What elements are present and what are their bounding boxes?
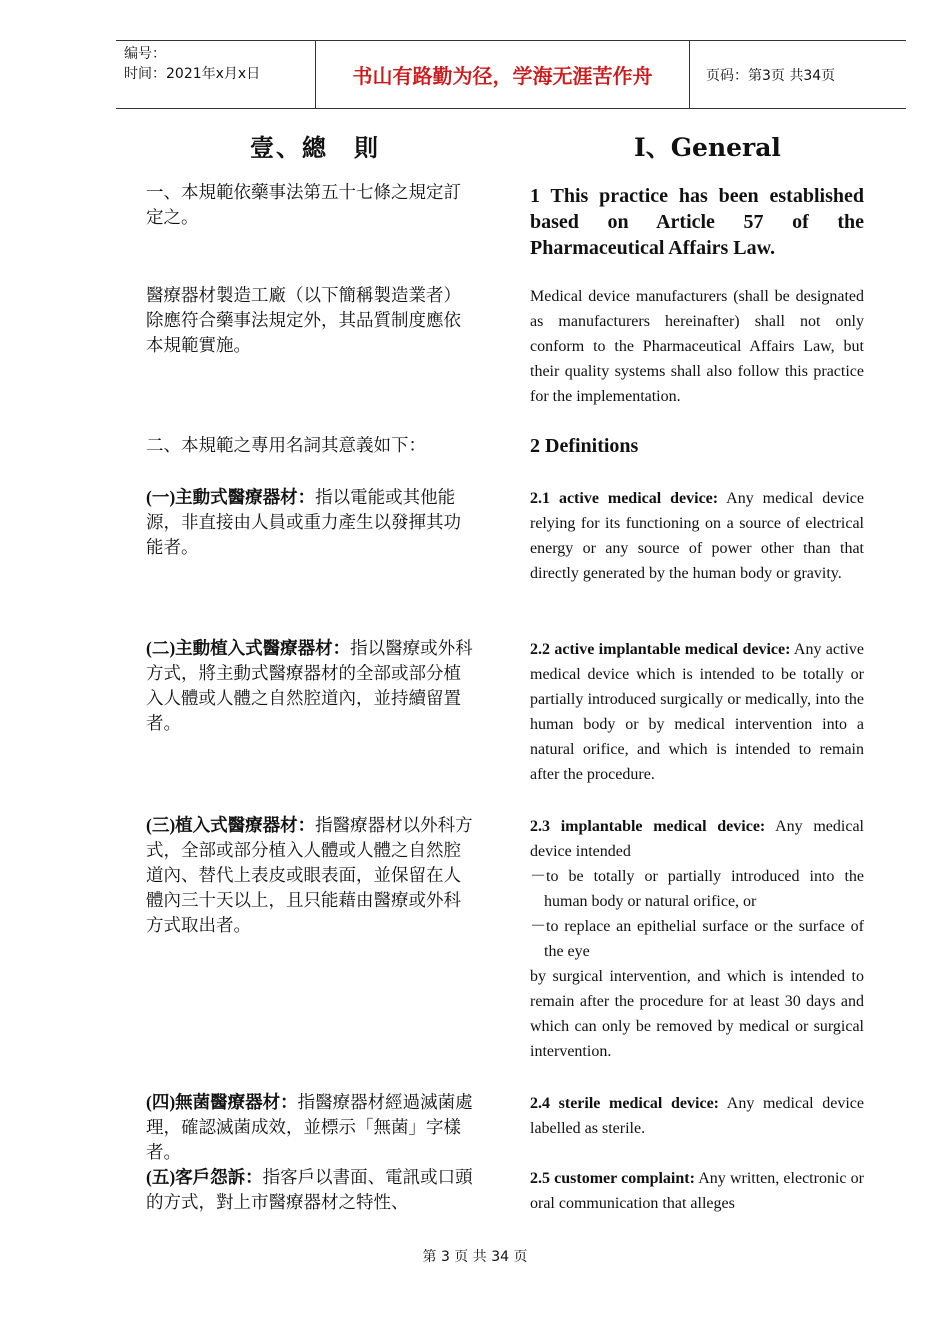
- definition-2-en-text: Any active medical device which is intended to be totally or partially introduced surgically or medically, into the human body or by medical intervention into a natural orifice, and which is intended to remain after the procedure.: [530, 641, 864, 783]
- definition-3-en: [530, 814, 864, 1064]
- definition-3-zh-term: (三)植入式醫療器材：: [146, 815, 316, 835]
- time-label: 时间：2021年x月x日: [124, 66, 261, 82]
- definition-1-en: [530, 486, 864, 586]
- definition-5-zh: [146, 1165, 476, 1216]
- definition-2-en: [530, 637, 864, 787]
- definition-5-en-text: Any written, electronic or oral communication that alleges: [530, 1170, 864, 1212]
- clause-2-en: 2 Definitions: [530, 435, 639, 457]
- clause-1b-zh: 醫療器材製造工廠（以下簡稱製造業者）除應符合藥事法規定外，其品質制度應依本規範實施。: [146, 286, 461, 356]
- definition-4-zh: [146, 1090, 476, 1166]
- section-title-zh: 壹、總 則: [250, 134, 380, 162]
- definition-4-en: [530, 1091, 864, 1141]
- page-info-text: 页码：第3页 共34页: [706, 67, 836, 84]
- definition-5-en-term: 2.5 customer complaint:: [530, 1170, 695, 1187]
- definition-3-en-tail: by surgical intervention, and which is intended to remain after the procedure for at least 30 days and which can only be removed by medical or surgical intervention.: [530, 968, 864, 1060]
- definition-3-en-dash-1: －to be totally or partially introduced into the human body or natural orifice, or: [530, 868, 864, 910]
- definition-3-en-text: Any medical device intended: [530, 818, 864, 860]
- definition-3-zh-text: 指醫療器材以外科方式，全部或部分植入人體或人體之自然腔道內、替代上表皮或眼表面，並保留在人體內三十天以上，且只能藉由醫療或外科方式取出者。: [146, 816, 473, 936]
- clause-1-zh: 一、本規範依藥事法第五十七條之規定訂定之。: [146, 183, 461, 228]
- definition-1-en-text: Any medical device relying for its functioning on a source of electrical energy or any source of power other than that directly generated by the human body or gravity.: [530, 490, 865, 582]
- definition-3-en-term: 2.3 implantable medical device:: [530, 818, 766, 835]
- section-title-en: I、General: [634, 133, 781, 162]
- definition-5-zh-text: 指客戶以書面、電訊或口頭的方式，對上市醫療器材之特性、: [146, 1168, 473, 1213]
- header-slogan: 书山有路勤为径，学海无涯苦作舟: [316, 41, 690, 108]
- definition-5-zh-term: (五)客戶怨訴：: [146, 1167, 263, 1187]
- page-footer: 第 3 页 共 34 页: [422, 1249, 528, 1265]
- header-meta-cell: [116, 41, 316, 108]
- number-label: 编号：: [124, 46, 166, 62]
- page-header-table: [116, 40, 906, 109]
- definition-2-zh-text: 指以醫療或外科方式，將主動式醫療器材的全部或部分植入人體或人體之自然腔道內，並持續留置者。: [146, 639, 473, 734]
- clause-1b-en: Medical device manufacturers (shall be designated as manufacturers hereinafter) shall not only conform to the Pharmaceutical Affairs Law, but their quality systems shall also follow this practice for the implementation.: [530, 288, 864, 405]
- definition-4-zh-text: 指醫療器材經過滅菌處理，確認滅菌成效，並標示「無菌」字樣者。: [146, 1093, 473, 1163]
- definition-4-en-term: 2.4 sterile medical device:: [530, 1095, 719, 1112]
- definition-2-zh-term: (二)主動植入式醫療器材：: [146, 638, 351, 658]
- clause-2-zh: 二、本規範之專用名詞其意義如下：: [146, 436, 426, 456]
- definition-4-zh-term: (四)無菌醫療器材：: [146, 1092, 298, 1112]
- definition-3-en-dash-2: －to replace an epithelial surface or the surface of the eye: [530, 918, 864, 960]
- definition-1-en-term: 2.1 active medical device:: [530, 490, 719, 507]
- definition-1-zh: [146, 485, 476, 561]
- definition-2-zh: [146, 636, 476, 737]
- definition-4-en-text: Any medical device labelled as sterile.: [530, 1095, 865, 1137]
- definition-3-zh: [146, 813, 476, 939]
- header-page-info: [698, 41, 906, 108]
- definition-2-en-term: 2.2 active implantable medical device:: [530, 641, 791, 658]
- definition-1-zh-term: (一)主動式醫療器材：: [146, 487, 316, 507]
- clause-1-en: 1 This practice has been established based on Article 57 of the Pharmaceutical Affairs Law.: [530, 185, 864, 259]
- definition-5-en: [530, 1166, 864, 1216]
- definition-1-zh-text: 指以電能或其他能源，非直接由人員或重力產生以發揮其功能者。: [146, 488, 461, 558]
